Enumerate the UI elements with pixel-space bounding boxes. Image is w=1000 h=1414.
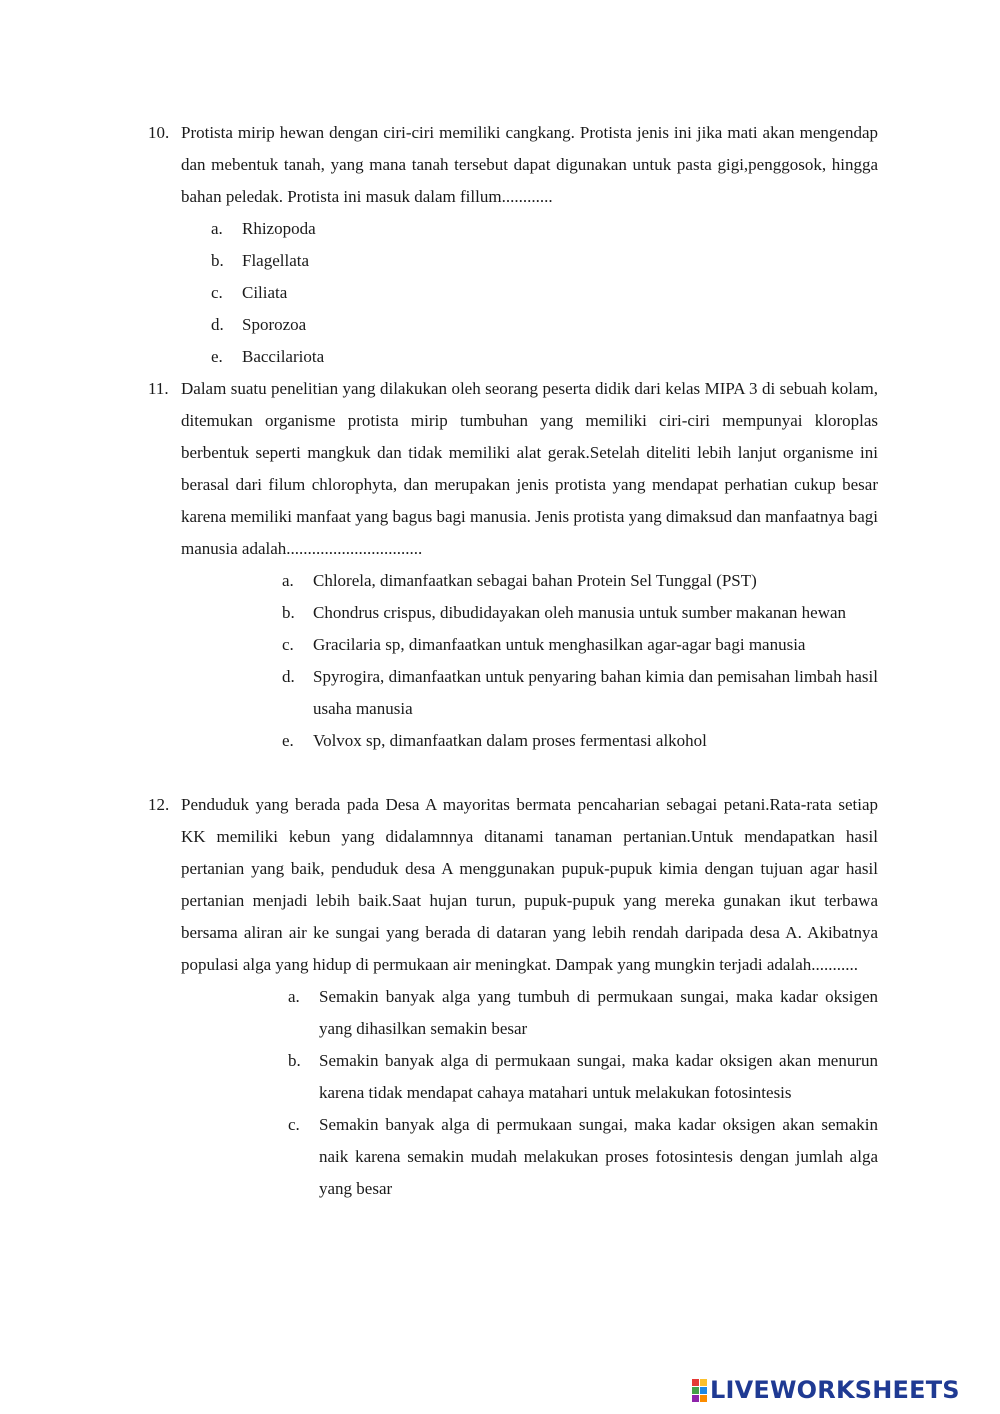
option-text: Baccilariota [242, 347, 325, 366]
option-a[interactable] [282, 565, 878, 597]
option-letter: d. [211, 315, 224, 334]
option-c[interactable] [211, 277, 878, 309]
option-text: Sporozoa [242, 315, 307, 334]
option-d[interactable] [282, 661, 878, 725]
option-b[interactable] [288, 1045, 878, 1109]
option-a[interactable] [211, 213, 878, 245]
question-number: 11. [148, 379, 169, 398]
logo-block [692, 1395, 699, 1402]
question-stem: Penduduk yang berada pada Desa A mayoritas bermata pencaharian sebagai petani.Rata-rata setiap KK memiliki kebun yang didalamnnya ditanami tanaman pertanian.Untuk mendapatkan hasil pertanian yang baik, penduduk desa A menggunakan pupuk-pupuk kimia dengan tujuan agar hasil pertanian menjadi lebih baik.Saat hujan turun, pupuk-pupuk yang mereka gunakan ikut terbawa bersama aliran air ke sungai yang berada di dataran yang lebih rendah daripada desa A. Akibatnya populasi alga yang hidup di permukaan air meningkat. Dampak yang mungkin terjadi adalah........... [181, 795, 878, 974]
answer-options [211, 213, 878, 373]
option-c[interactable] [288, 1109, 878, 1205]
liveworksheets-logo [692, 1374, 960, 1406]
option-text: Semakin banyak alga di permukaan sungai, maka kadar oksigen akan semakin naik karena semakin mudah melakukan proses fotosintesis dengan jumlah alga yang besar [319, 1115, 878, 1198]
question-number: 12. [148, 795, 170, 814]
option-letter: a. [282, 571, 294, 590]
logo-block [700, 1395, 707, 1402]
logo-block [692, 1379, 699, 1386]
option-letter: c. [288, 1115, 300, 1134]
option-e[interactable] [211, 341, 878, 373]
option-e[interactable] [282, 725, 878, 757]
question-stem: Dalam suatu penelitian yang dilakukan oleh seorang peserta didik dari kelas MIPA 3 di sebuah kolam, ditemukan organisme protista mirip tumbuhan yang memiliki ciri-ciri mempunyai kloroplas berbentuk seperti mangkuk dan tidak memiliki alat gerak.Setelah diteliti lebih lanjut organisme ini berasal dari filum chlorophyta, dan merupakan jenis protista yang mendapat perhatian cukup besar karena memiliki manfaat yang bagus bagi manusia. Jenis protista yang dimaksud dan manfaatnya bagi manusia adalah................................ [181, 379, 878, 558]
option-text: Ciliata [242, 283, 288, 302]
answer-options [282, 565, 878, 757]
question-stem: Protista mirip hewan dengan ciri-ciri memiliki cangkang. Protista jenis ini jika mati akan mengendap dan mebentuk tanah, yang mana tanah tersebut dapat digunakan untuk pasta gigi,penggosok, hingga bahan peledak. Protista ini masuk dalam fillum............ [181, 123, 878, 206]
option-text: Gracilaria sp, dimanfaatkan untuk menghasilkan agar-agar bagi manusia [313, 635, 806, 654]
option-letter: b. [282, 603, 295, 622]
logo-blocks-icon [692, 1379, 707, 1402]
option-text: Semakin banyak alga yang tumbuh di permukaan sungai, maka kadar oksigen yang dihasilkan semakin besar [319, 987, 878, 1038]
option-letter: e. [282, 731, 294, 750]
logo-block [700, 1387, 707, 1394]
option-b[interactable] [211, 245, 878, 277]
option-letter: c. [211, 283, 223, 302]
option-letter: d. [282, 667, 295, 686]
answer-options [288, 981, 878, 1205]
option-text: Volvox sp, dimanfaatkan dalam proses fermentasi alkohol [313, 731, 707, 750]
question-12 [148, 789, 878, 1205]
option-text: Flagellata [242, 251, 310, 270]
question-number: 10. [148, 123, 170, 142]
option-text: Spyrogira, dimanfaatkan untuk penyaring bahan kimia dan pemisahan limbah hasil usaha manusia [313, 667, 878, 718]
option-text: Semakin banyak alga di permukaan sungai, maka kadar oksigen akan menurun karena tidak mendapat cahaya matahari untuk melakukan fotosintesis [319, 1051, 878, 1102]
option-letter: e. [211, 347, 223, 366]
option-a[interactable] [288, 981, 878, 1045]
option-d[interactable] [211, 309, 878, 341]
logo-text: LIVEWORKSHEETS [710, 1376, 960, 1404]
option-letter: a. [288, 987, 300, 1006]
question-11 [148, 373, 878, 757]
option-letter: c. [282, 635, 294, 654]
option-text: Chlorela, dimanfaatkan sebagai bahan Protein Sel Tunggal (PST) [313, 571, 757, 590]
option-letter: a. [211, 219, 223, 238]
option-letter: b. [288, 1051, 301, 1070]
option-text: Rhizopoda [242, 219, 316, 238]
logo-block [692, 1387, 699, 1394]
option-letter: b. [211, 251, 224, 270]
option-text: Chondrus crispus, dibudidayakan oleh manusia untuk sumber makanan hewan [313, 603, 847, 622]
option-c[interactable] [282, 629, 878, 661]
option-b[interactable] [282, 597, 878, 629]
question-10 [148, 117, 878, 373]
logo-block [700, 1379, 707, 1386]
